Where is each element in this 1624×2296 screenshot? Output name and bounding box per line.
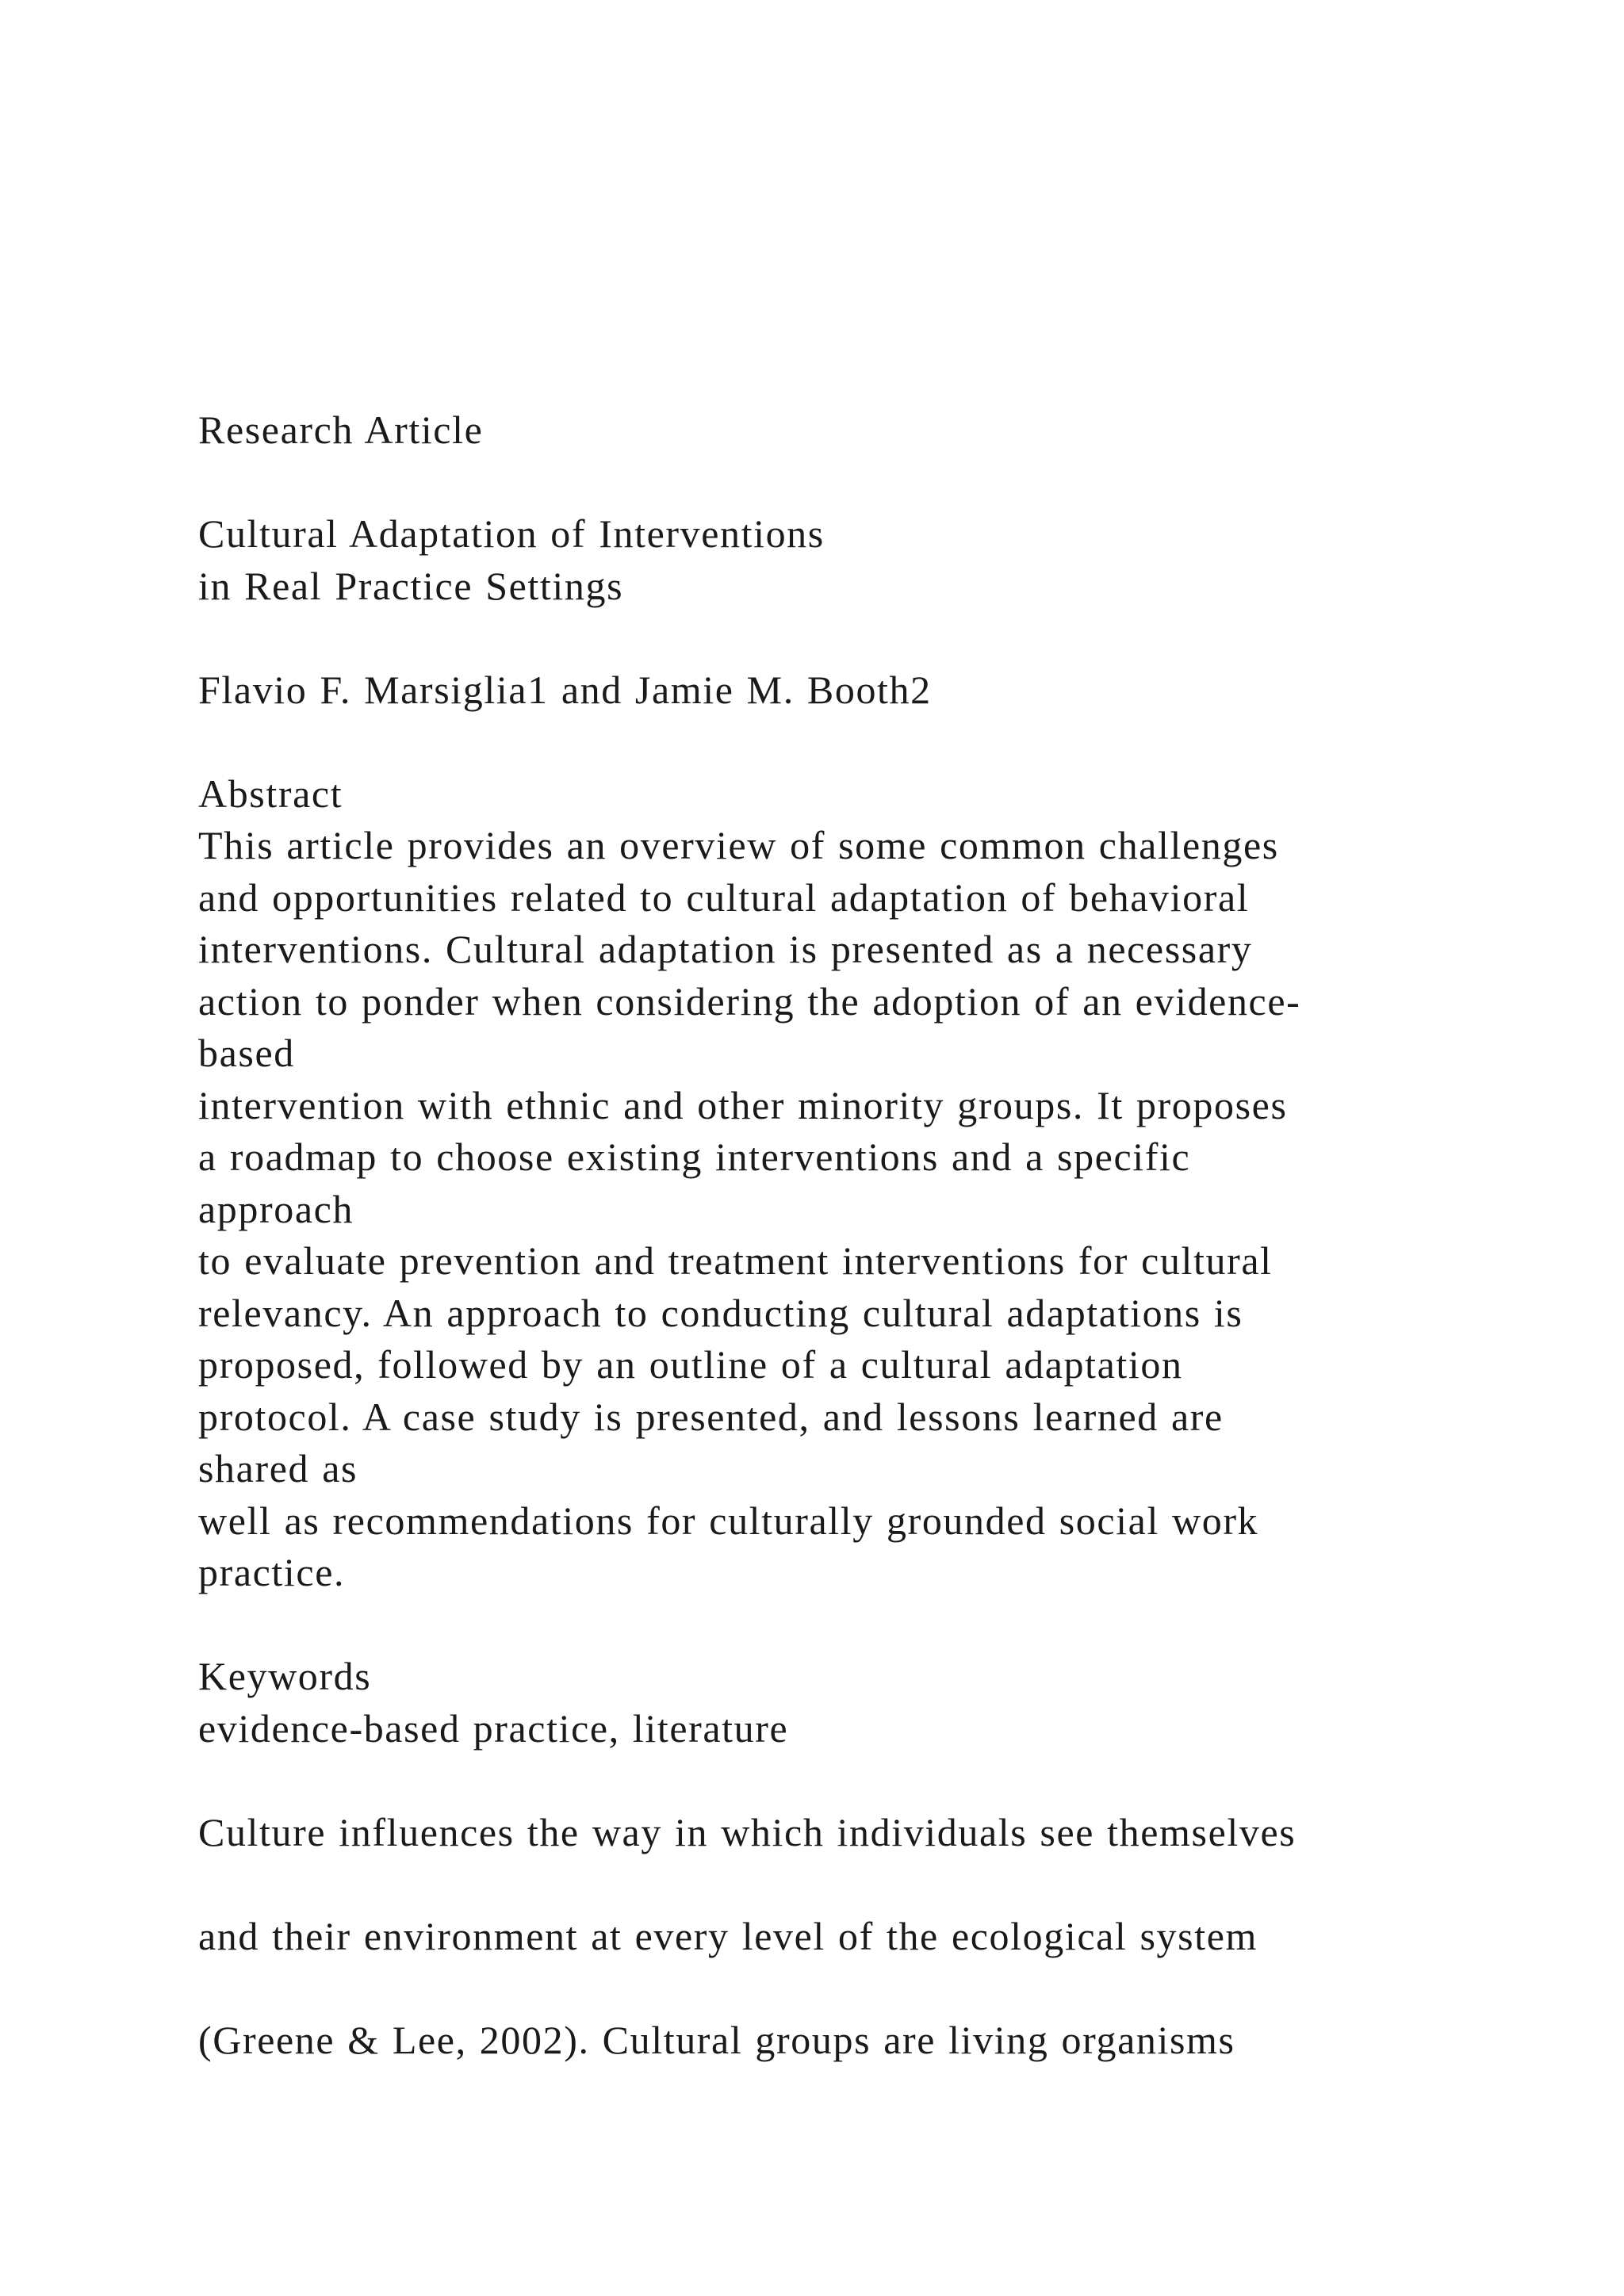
abstract-line: protocol. A case study is presented, and lessons learned are [198, 1394, 1224, 1439]
abstract-line: to evaluate prevention and treatment interventions for cultural [198, 1238, 1273, 1283]
abstract-line: shared as [198, 1446, 358, 1490]
keywords-list: evidence-based practice, literature [198, 1705, 789, 1751]
abstract-line: interventions. Cultural adaptation is presented as a necessary [198, 927, 1253, 971]
article-text [198, 404, 1546, 2066]
abstract-line: action to ponder when considering the adoption of an evidence- [198, 978, 1301, 1024]
author-line: Flavio F. Marsiglia1 and Jamie M. Booth2 [198, 667, 932, 712]
spacer [198, 457, 1546, 509]
abstract-line: and opportunities related to cultural adaptation of behavioral [198, 874, 1250, 920]
spacer [198, 612, 1546, 664]
spacer [198, 716, 1546, 768]
abstract-line: well as recommendations for culturally grounded social work [198, 1498, 1259, 1543]
body-paragraph-line: and their environment at every level of the ecological system [198, 1913, 1258, 1958]
keywords-heading: Keywords [198, 1654, 372, 1698]
abstract-heading: Abstract [198, 771, 343, 816]
abstract-line: practice. [198, 1550, 346, 1594]
abstract-line: This article provides an overview of some common challenges [198, 823, 1279, 867]
abstract-line: relevancy. An approach to conducting cultural adaptations is [198, 1290, 1243, 1335]
article-title-line-1: Cultural Adaptation of Interventions [198, 511, 825, 556]
section-label: Research Article [198, 408, 484, 452]
spacer [198, 1858, 1546, 1911]
abstract-line: intervention with ethnic and other minority groups. It proposes [198, 1082, 1288, 1127]
abstract-line: proposed, followed by an outline of a cultural adaptation [198, 1342, 1183, 1387]
spacer [198, 1599, 1546, 1651]
spacer [198, 1962, 1546, 2015]
body-paragraph-line: (Greene & Lee, 2002). Cultural groups are living organisms [198, 2017, 1235, 2062]
spacer [198, 1755, 1546, 1807]
abstract-line: approach [198, 1186, 354, 1231]
abstract-line: based [198, 1031, 295, 1075]
article-title-line-2: in Real Practice Settings [198, 563, 624, 608]
body-paragraph-line: Culture influences the way in which individuals see themselves [198, 1809, 1297, 1854]
abstract-line: a roadmap to choose existing interventions and a specific [198, 1135, 1191, 1179]
